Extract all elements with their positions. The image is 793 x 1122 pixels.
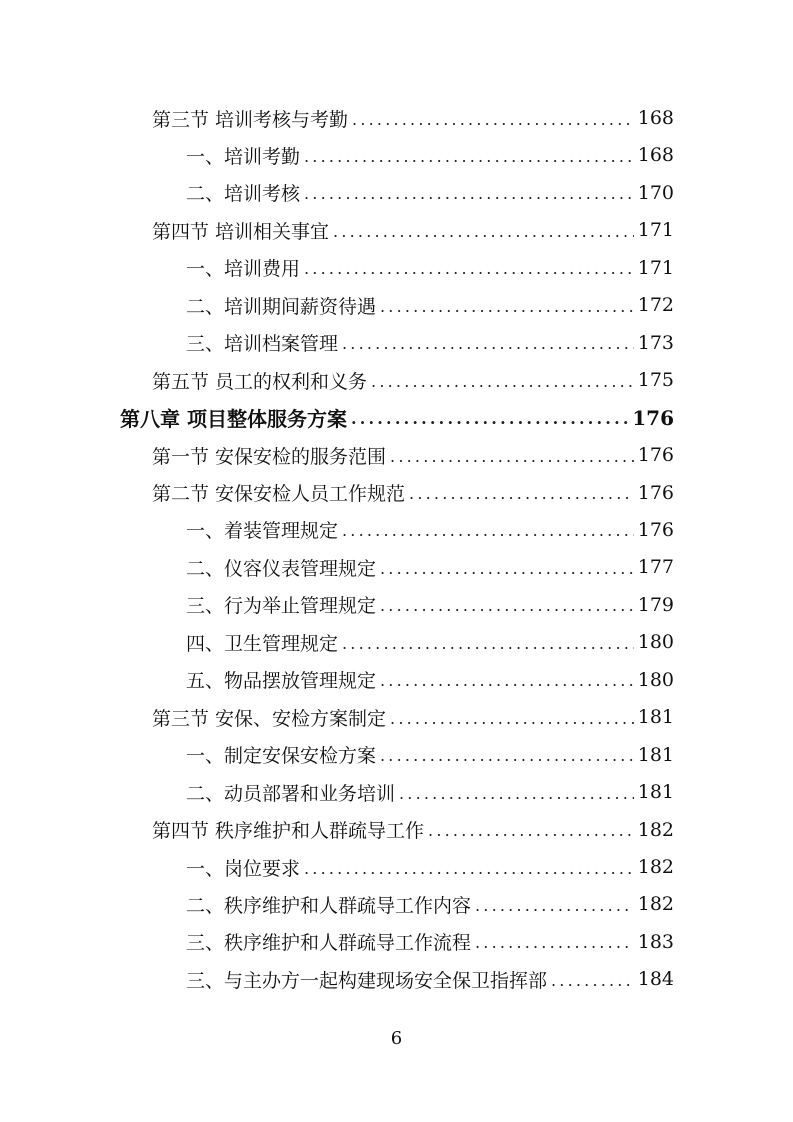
toc-entry-page: 175 <box>637 369 674 392</box>
toc-entry-title: 第八章 项目整体服务方案 <box>120 407 347 432</box>
toc-entry-title: 第五节 员工的权利和义务 <box>152 370 368 393</box>
toc-entry[interactable] <box>152 99 674 137</box>
toc-entry[interactable] <box>186 286 674 324</box>
toc-entry-title: 二、培训期间薪资待遇 <box>186 295 377 318</box>
toc-dot-leader <box>351 399 628 437</box>
toc-dot-leader <box>333 211 634 249</box>
toc-entry-title: 二、仪容仪表管理规定 <box>186 557 377 580</box>
toc-entry-title: 二、动员部署和业务培训 <box>186 782 396 805</box>
toc-dot-leader <box>380 661 634 699</box>
toc-entry[interactable] <box>186 773 674 811</box>
toc-entry[interactable] <box>186 923 674 961</box>
toc-entry-title: 第三节 安保、安检方案制定 <box>152 707 387 730</box>
toc-entry[interactable] <box>186 736 674 774</box>
toc-entry[interactable] <box>152 811 674 849</box>
toc-dot-leader <box>304 174 634 212</box>
toc-entry-page: 177 <box>637 556 674 579</box>
toc-entry[interactable] <box>186 136 674 174</box>
toc-entry[interactable] <box>186 249 674 287</box>
toc-entry-title: 第二节 安保安检人员工作规范 <box>152 483 406 505</box>
toc-dot-leader <box>304 848 634 886</box>
toc-entry-page: 170 <box>637 181 674 204</box>
toc-chapter-entry[interactable] <box>120 399 674 437</box>
toc-entry-page: 172 <box>637 294 674 317</box>
toc-entry[interactable] <box>186 324 674 362</box>
toc-dot-leader <box>304 136 634 174</box>
toc-entry-title: 一、培训考勤 <box>186 145 301 168</box>
toc-entry-title: 一、岗位要求 <box>186 857 301 880</box>
toc-dot-leader <box>475 885 634 923</box>
toc-entry-title: 第四节 秩序维护和人群疏导工作 <box>152 820 425 843</box>
toc-entry-page: 179 <box>637 593 674 616</box>
toc-entry[interactable] <box>152 436 674 474</box>
toc-entry-page: 181 <box>637 743 674 766</box>
toc-entry-title: 三、秩序维护和人群疏导工作流程 <box>186 932 472 955</box>
toc-dot-leader <box>342 623 634 661</box>
toc-entry[interactable] <box>186 623 674 661</box>
toc-dot-leader <box>352 99 634 137</box>
toc-entry-page: 176 <box>637 481 674 504</box>
toc-entry-page: 173 <box>637 331 674 354</box>
toc-entry-title: 第三节 培训考核与考勤 <box>152 108 349 131</box>
toc-entry-title: 五、物品摆放管理规定 <box>186 670 377 693</box>
toc-dot-leader <box>380 286 634 324</box>
toc-entry-title: 四、卫生管理规定 <box>186 632 339 655</box>
toc-dot-leader <box>428 811 634 849</box>
toc-entry-page: 180 <box>637 631 674 654</box>
toc-entry-page: 176 <box>637 444 674 467</box>
toc-dot-leader <box>380 736 634 774</box>
toc-entry-title: 一、培训费用 <box>186 258 301 281</box>
page-number: 6 <box>390 1028 403 1049</box>
toc-entry-page: 176 <box>632 405 674 430</box>
toc-entry-page: 168 <box>637 144 674 167</box>
toc-entry-page: 176 <box>637 518 674 541</box>
toc-entry-title: 第四节 培训相关事宜 <box>152 220 330 243</box>
toc-entry-title: 三、与主办方一起构建现场安全保卫指挥部 <box>186 969 548 992</box>
toc-entry[interactable] <box>186 848 674 886</box>
toc-entry-title: 二、秩序维护和人群疏导工作内容 <box>186 894 472 917</box>
toc-entry-page: 182 <box>637 818 674 841</box>
toc-entry-title: 一、制定安保安检方案 <box>186 745 377 768</box>
toc-entry-page: 171 <box>637 256 674 279</box>
toc-dot-leader <box>304 249 634 287</box>
toc-entry[interactable] <box>186 661 674 699</box>
toc-dot-leader <box>371 361 634 399</box>
toc-entry-page: 182 <box>637 856 674 878</box>
toc-dot-leader <box>399 773 634 811</box>
toc-entry-page: 182 <box>637 893 674 916</box>
toc-entry[interactable] <box>186 511 674 549</box>
toc-dot-leader <box>475 923 634 961</box>
toc-entry-title: 三、培训档案管理 <box>186 333 339 356</box>
toc-dot-leader <box>380 548 634 586</box>
toc-dot-leader <box>409 474 634 512</box>
toc-entry-page: 181 <box>637 706 674 729</box>
toc-entry-page: 168 <box>637 107 674 129</box>
toc-entry[interactable] <box>186 174 674 212</box>
toc-entry-page: 181 <box>637 781 674 804</box>
toc-dot-leader <box>342 324 634 362</box>
toc-entry[interactable] <box>186 586 674 624</box>
toc-entry-page: 180 <box>637 668 674 691</box>
toc-entry[interactable] <box>186 885 674 923</box>
toc-entry-title: 三、行为举止管理规定 <box>186 595 377 618</box>
toc-dot-leader <box>390 436 634 474</box>
toc-dot-leader <box>551 960 634 998</box>
toc-dot-leader <box>380 586 634 624</box>
toc-entry[interactable] <box>186 960 674 998</box>
toc-entry-title: 二、培训考核 <box>186 183 301 206</box>
toc-entry-title: 第一节 安保安检的服务范围 <box>152 445 387 468</box>
toc-entry-page: 184 <box>637 968 674 991</box>
toc-entry[interactable] <box>152 698 674 736</box>
toc-dot-leader <box>390 698 634 736</box>
toc-entry-page: 171 <box>637 219 674 242</box>
toc-entry-title: 一、着装管理规定 <box>186 520 339 543</box>
toc-entry[interactable] <box>152 211 674 249</box>
toc-dot-leader <box>342 511 634 549</box>
toc-entry-page: 183 <box>637 930 674 953</box>
toc-entry[interactable] <box>152 474 674 512</box>
toc-entry[interactable] <box>186 548 674 586</box>
toc-entry[interactable] <box>152 361 674 399</box>
